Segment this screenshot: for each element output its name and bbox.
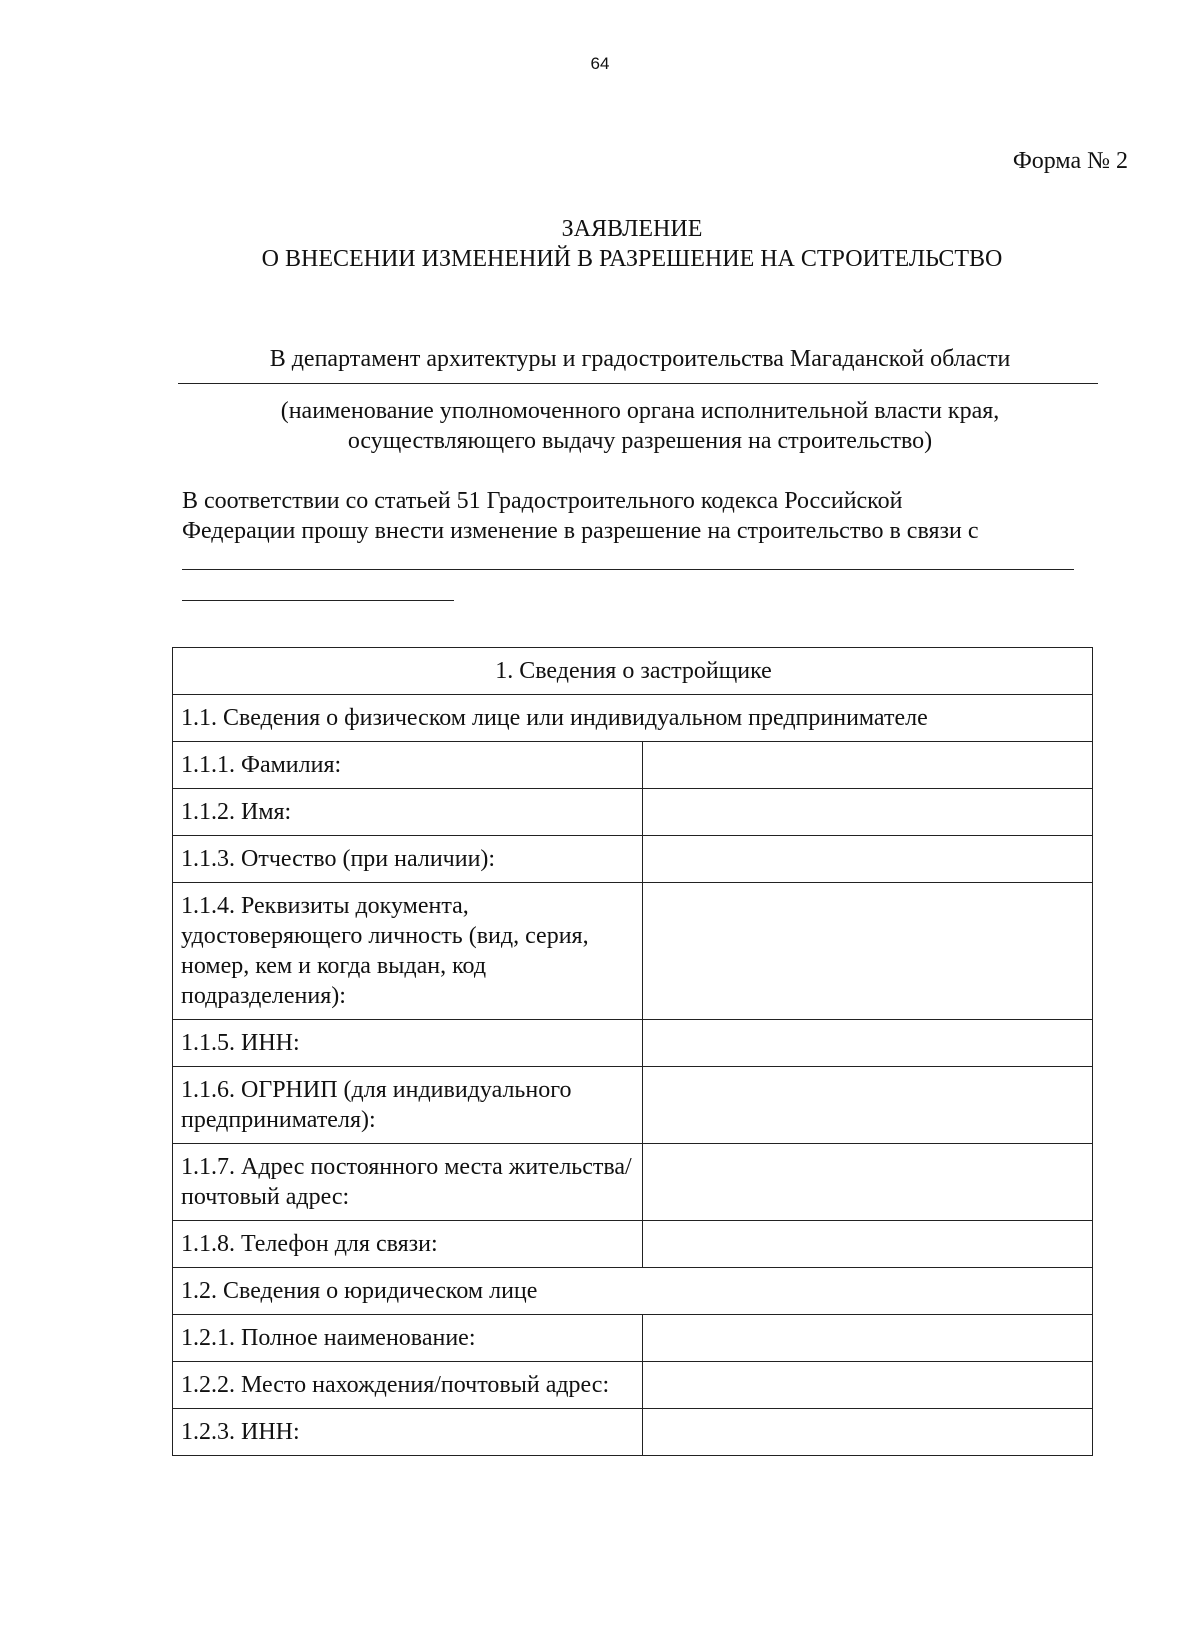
field-label: 1.1.6. ОГРНИП (для индивидуального предпринимателя): (173, 1067, 643, 1144)
residence-address-field[interactable] (643, 1144, 1093, 1221)
field-label: 1.1.7. Адрес постоянного места жительства/почтовый адрес: (173, 1144, 643, 1221)
field-label: 1.1.2. Имя: (173, 789, 643, 836)
field-label: 1.2.1. Полное наименование: (173, 1315, 643, 1362)
field-label: 1.1.8. Телефон для связи: (173, 1221, 643, 1268)
document-title (232, 214, 1032, 274)
authority-caption-line-1: (наименование уполномоченного органа исполнительной власти края, (280, 398, 1000, 424)
authority-caption (180, 396, 1100, 456)
subsection-header-individual: 1.1. Сведения о физическом лице или индивидуальном предпринимателе (173, 695, 1093, 742)
intro-paragraph (182, 486, 1082, 546)
field-label: 1.1.3. Отчество (при наличии): (173, 836, 643, 883)
field-label: 1.2.3. ИНН: (173, 1409, 643, 1456)
intro-line-2: Федерации прошу внести изменение в разрешение на строительство в связи с (182, 518, 979, 544)
title-line-1: ЗАЯВЛЕНИЕ (561, 216, 703, 242)
table-row (173, 1144, 1093, 1221)
ogrnip-field[interactable] (643, 1067, 1093, 1144)
department-underline (178, 383, 1098, 384)
table-row (173, 742, 1093, 789)
phone-field[interactable] (643, 1221, 1093, 1268)
table-row (173, 1362, 1093, 1409)
field-label: 1.1.1. Фамилия: (173, 742, 643, 789)
id-document-field[interactable] (643, 883, 1093, 1020)
inn-field[interactable] (643, 1020, 1093, 1067)
patronymic-field[interactable] (643, 836, 1093, 883)
legal-inn-field[interactable] (643, 1409, 1093, 1456)
full-name-field[interactable] (643, 1315, 1093, 1362)
location-address-field[interactable] (643, 1362, 1093, 1409)
table-row (173, 695, 1093, 742)
table-row (173, 836, 1093, 883)
table-row (173, 1315, 1093, 1362)
surname-field[interactable] (643, 742, 1093, 789)
section-header-developer: 1. Сведения о застройщике (173, 648, 1093, 695)
authority-caption-line-2: осуществляющего выдачу разрешения на строительство) (347, 428, 933, 454)
form-number: Форма № 2 (1012, 148, 1128, 174)
table-row (173, 648, 1093, 695)
reason-blank-line-2[interactable] (182, 600, 454, 601)
title-line-2: О ВНЕСЕНИИ ИЗМЕНЕНИЙ В РАЗРЕШЕНИЕ НА СТРОИТЕЛЬСТВО (261, 246, 1003, 272)
table-row (173, 1268, 1093, 1315)
intro-line-1: В соответствии со статьей 51 Градостроительного кодекса Российской (182, 488, 903, 514)
reason-blank-line-1[interactable] (182, 569, 1074, 570)
first-name-field[interactable] (643, 789, 1093, 836)
subsection-header-legal-entity: 1.2. Сведения о юридическом лице (173, 1268, 1093, 1315)
department-name: В департамент архитектуры и градостроительства Магаданской области (269, 346, 1011, 372)
table-row (173, 1221, 1093, 1268)
table-row (173, 1020, 1093, 1067)
table-row (173, 1067, 1093, 1144)
developer-info-table (172, 647, 1093, 1456)
field-label: 1.1.4. Реквизиты документа, удостоверяющего личность (вид, серия, номер, кем и когда выдан, код подразделения): (173, 883, 643, 1020)
field-label: 1.2.2. Место нахождения/почтовый адрес: (173, 1362, 643, 1409)
table-row (173, 883, 1093, 1020)
page-number: 64 (590, 54, 610, 73)
table-row (173, 789, 1093, 836)
table-row (173, 1409, 1093, 1456)
field-label: 1.1.5. ИНН: (173, 1020, 643, 1067)
